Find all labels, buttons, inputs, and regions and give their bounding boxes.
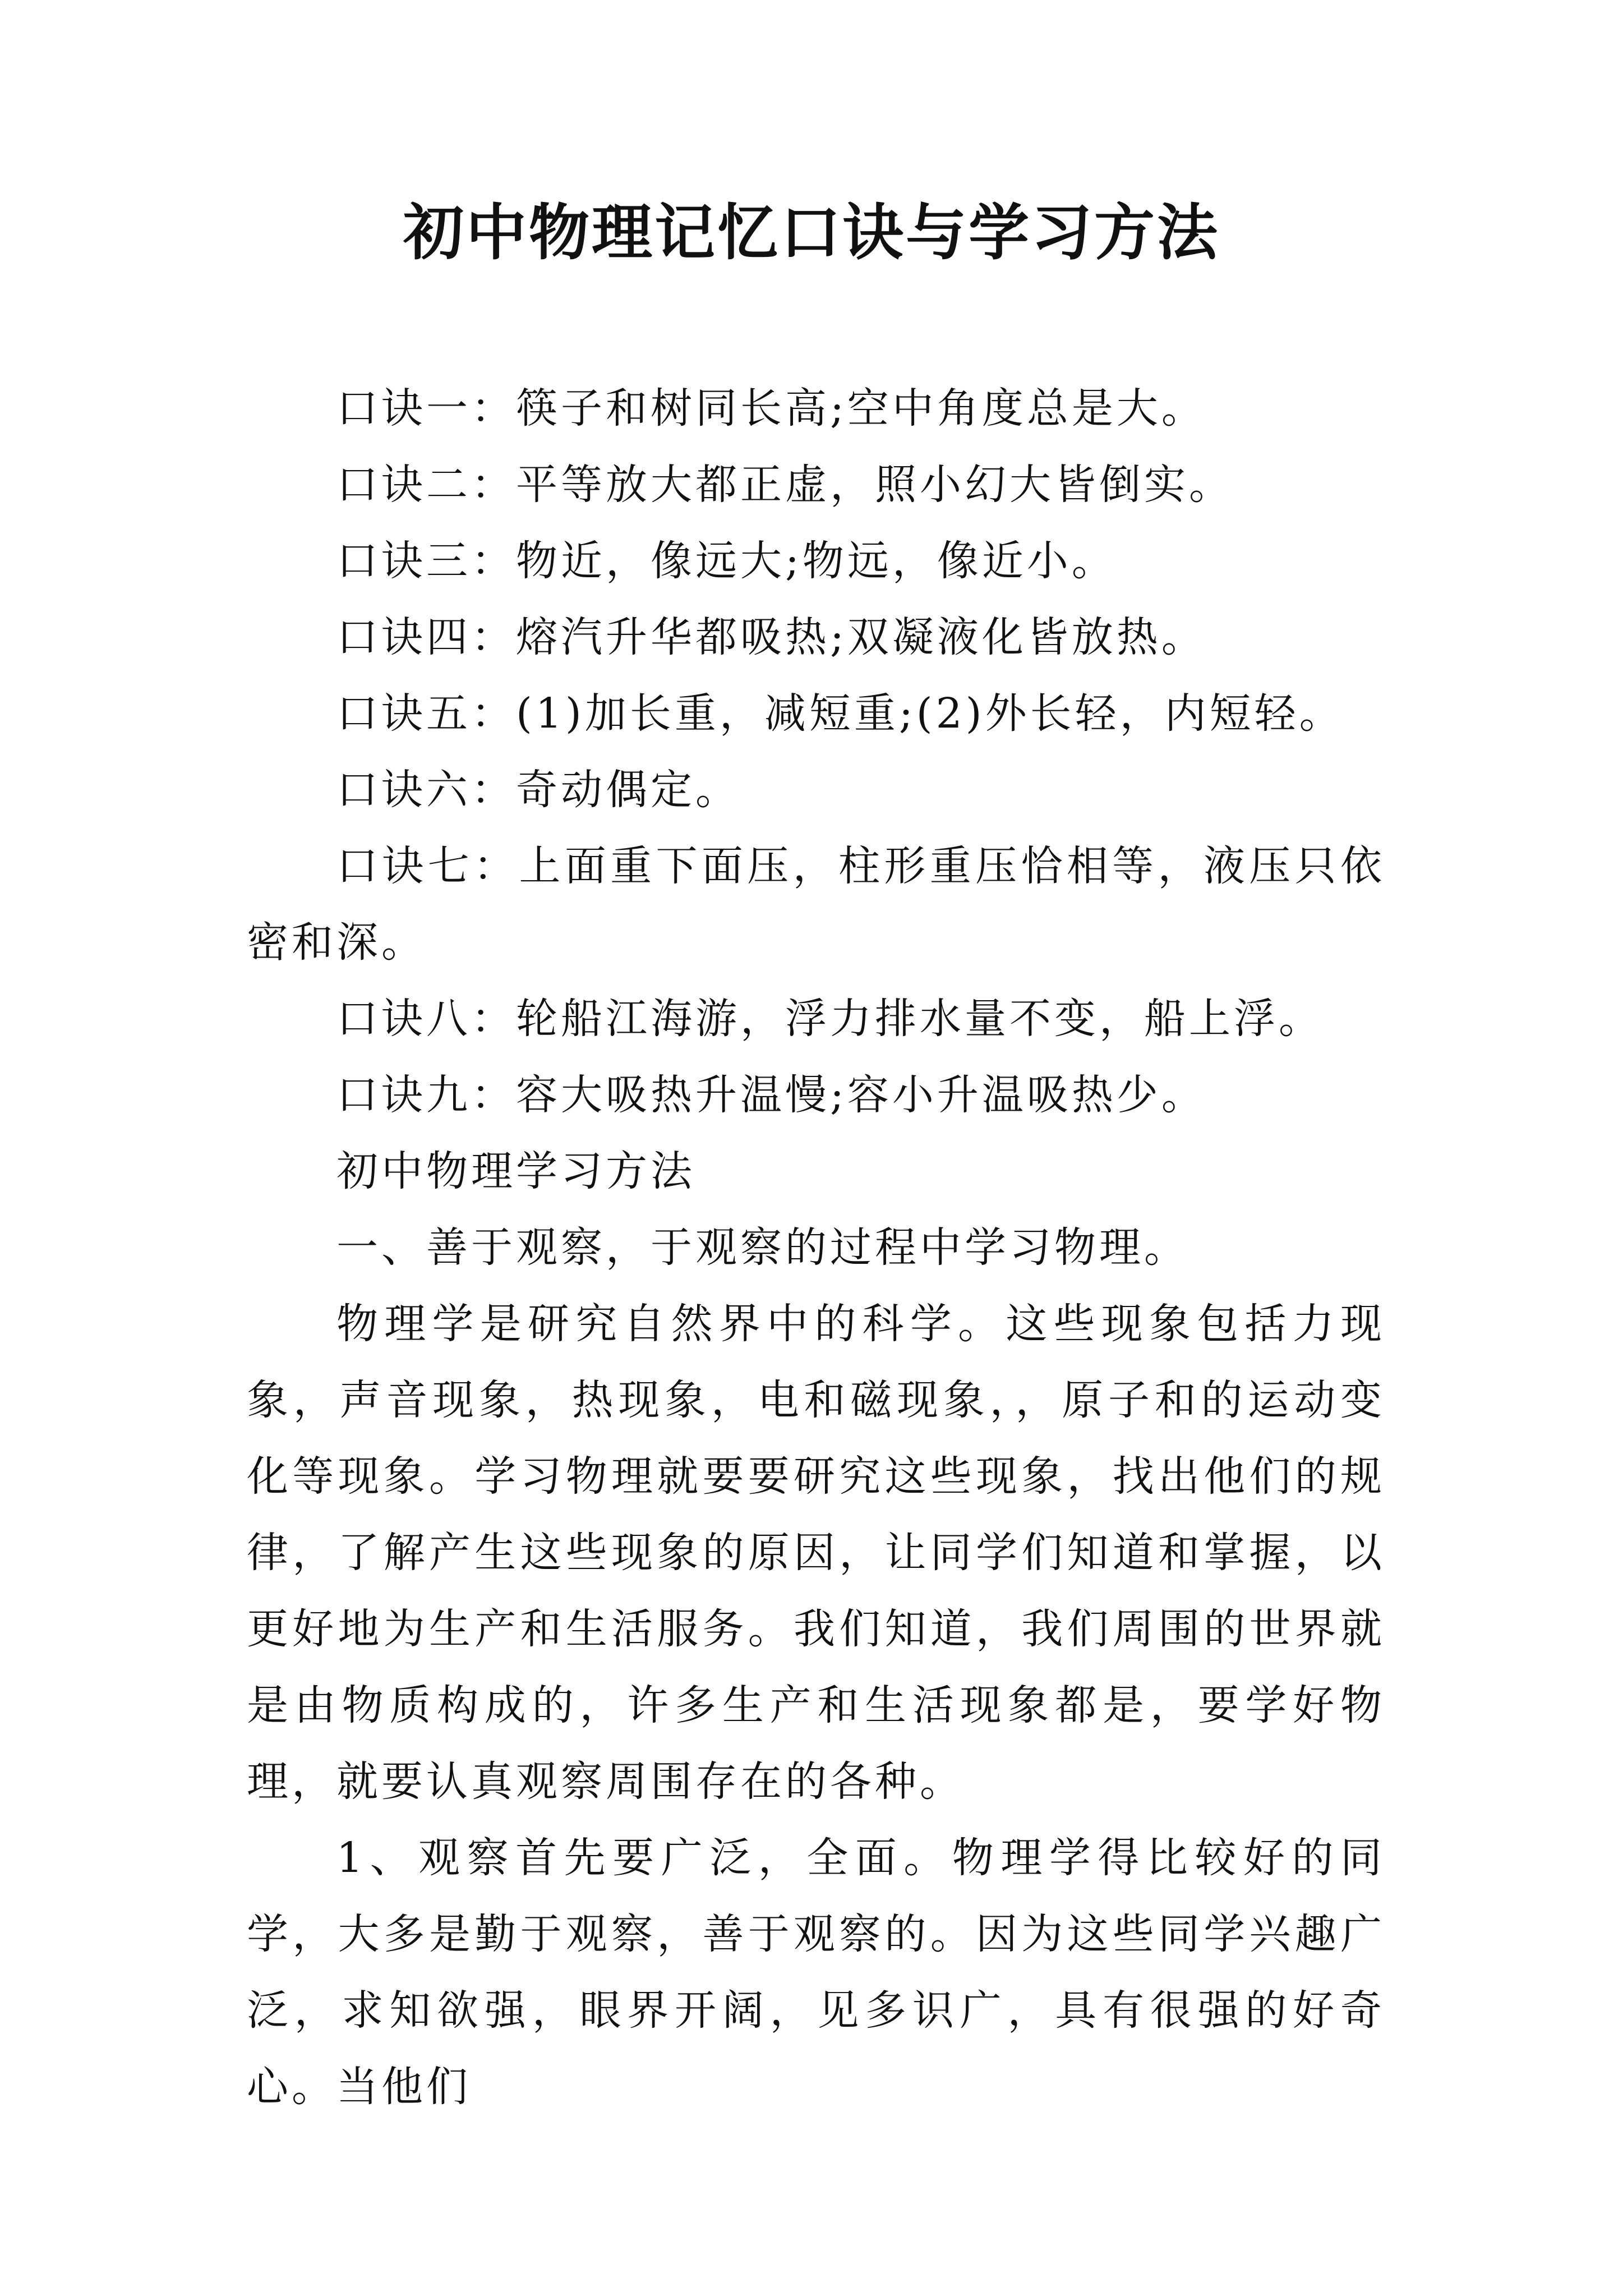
paragraph: 口诀四：熔汽升华都吸热;双凝液化皆放热。 <box>336 613 1206 661</box>
paragraph: 物理学是研究自然界中的科学。这些现象包括力现象，声音现象，热现象，电和磁现象，，原子和的运动变化等现象。学习物理就要要研究这些现象，找出他们的规律，了解产生这些现象的原因，让同学们知道和掌握，以更好地为生产和生活服务。我们知道，我们周围的世界就是由物质构成的，许多生产和生活现象都是，要学好物理，就要认真观察周围存在的各种。 <box>247 1300 1385 1806</box>
paragraph: 口诀九：容大吸热升温慢;容小升温吸热少。 <box>336 1071 1206 1119</box>
paragraph: 1、观察首先要广泛，全面。物理学得比较好的同学，大多是勤于观察，善于观察的。因为这些同学兴趣广泛，求知欲强，眼界开阔，见多识广，具有很强的好奇心。当他们 <box>247 1834 1385 2111</box>
subsection-heading: 一、善于观察，于观察的过程中学习物理。 <box>336 1223 1189 1272</box>
paragraph: 口诀五：(1)加长重，减短重;(2)外长轻，内短轻。 <box>336 689 1344 738</box>
paragraph: 口诀六：奇动偶定。 <box>336 766 740 814</box>
document-title: 初中物理记忆口诀与学习方法 <box>403 197 1220 268</box>
paragraph: 口诀三：物近，像远大;物远，像近小。 <box>336 537 1117 585</box>
document-body <box>247 370 1385 2125</box>
paragraph: 口诀七：上面重下面压，柱形重压恰相等，液压只依密和深。 <box>247 842 1385 967</box>
paragraph: 口诀一：筷子和树同长高;空中角度总是大。 <box>336 384 1206 432</box>
paragraph: 口诀二：平等放大都正虚，照小幻大皆倒实。 <box>336 461 1234 509</box>
section-heading: 初中物理学习方法 <box>336 1147 695 1195</box>
paragraph: 口诀八：轮船江海游，浮力排水量不变，船上浮。 <box>336 995 1324 1043</box>
